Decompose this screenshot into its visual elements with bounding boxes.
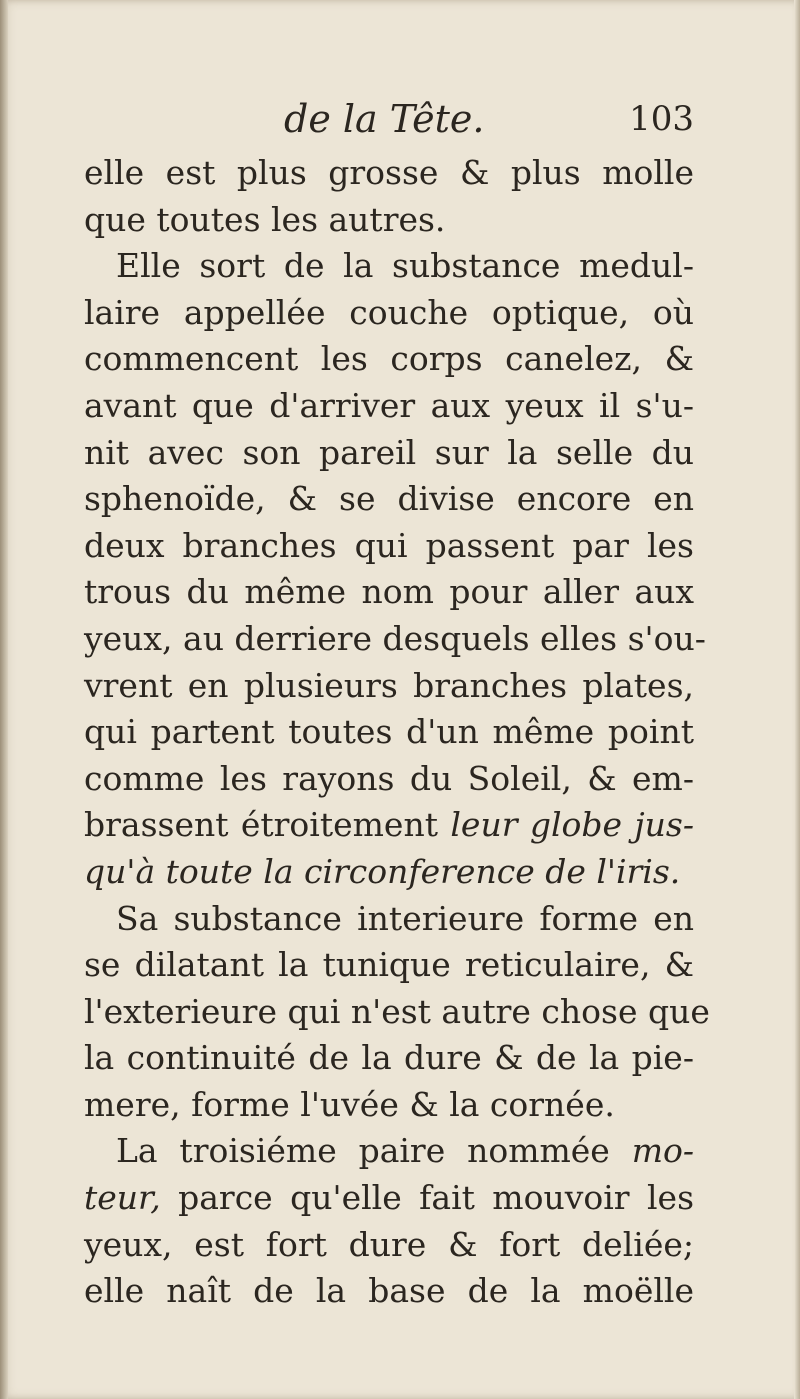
text-line: vrent en plusieurs branches plates, [84, 665, 694, 705]
text-segment: parce qu'elle fait mouvoir les [178, 1178, 694, 1218]
text-line: yeux, au derriere desquels elles s'ou- [84, 618, 706, 658]
running-title: de la Tête. [284, 97, 485, 141]
text-line: trous du même nom pour aller aux [84, 572, 694, 612]
text-line: laire appellée couche optique, où [84, 292, 694, 332]
text-line: Sa substance interieure forme en [116, 898, 694, 938]
text-line [84, 802, 694, 849]
text-line: l'exterieure qui n'est autre chose que [84, 991, 710, 1031]
text-line: yeux, est fort dure & fort deliée; [84, 1224, 694, 1264]
page-number: 103 [629, 99, 694, 139]
text-line: la continuité de la dure & de la pie- [84, 1038, 694, 1078]
text-line: deux branches qui passent par les [84, 525, 694, 565]
text-line [84, 1175, 694, 1222]
text-line: elle naît de la base de la moëlle [84, 1271, 694, 1311]
text-line: commencent les corps canelez, & [84, 339, 694, 379]
text-line: comme les rayons du Soleil, & em- [84, 758, 694, 798]
text-line: elle est plus grosse & plus molle [84, 153, 694, 192]
text-line: sphenoïde, & se divise encore en [84, 479, 694, 519]
italic-segment: mo- [631, 1131, 694, 1171]
text-segment: brassent étroitement [84, 805, 438, 845]
page-gutter [0, 0, 8, 1399]
italic-text-line: qu'à toute la circonference de l'iris. [84, 851, 681, 891]
text-line: se dilatant la tunique reticulaire, & [84, 945, 694, 985]
italic-segment: leur globe jus- [450, 805, 694, 845]
text-line: Elle sort de la substance medul- [116, 246, 694, 286]
page-header [84, 96, 694, 142]
text-segment: La troisiéme paire nommée [116, 1131, 610, 1171]
text-line: que toutes les autres. [84, 199, 446, 239]
text-line: avant que d'arriver aux yeux il s'u- [84, 385, 694, 425]
italic-segment: teur, [84, 1178, 161, 1218]
text-line: mere, forme l'uvée & la cornée. [84, 1084, 615, 1124]
text-line [84, 1128, 694, 1175]
body-text [84, 150, 710, 1315]
page-edge [794, 0, 800, 1399]
text-line: qui partent toutes d'un même point [84, 712, 694, 752]
text-line: nit avec son pareil sur la selle du [84, 432, 694, 472]
